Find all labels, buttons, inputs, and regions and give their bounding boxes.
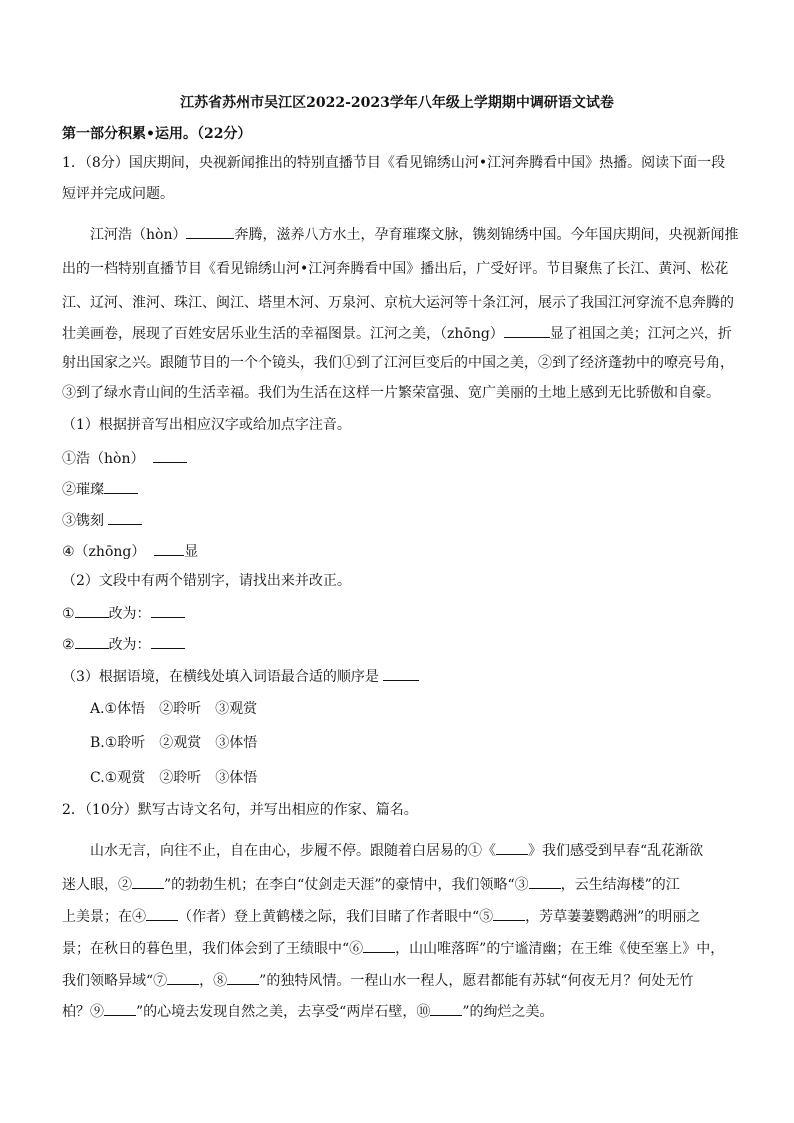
- item-label: ②: [62, 637, 75, 653]
- q2-line-2: [62, 874, 680, 895]
- exam-title: 江苏省苏州市吴江区2022-2023学年八年级上学期期中调研语文试卷: [180, 95, 614, 111]
- passage-text: 江河浩（hòn）: [90, 227, 187, 243]
- answer-blank[interactable]: [132, 874, 164, 889]
- q1-passage-line-5: 射出国家之兴。跟随节目的一个个镜头，我们①到了江河巨变后的中国之美，②到了经济蓬勃中的嘹亮号角，: [62, 355, 734, 371]
- answer-blank[interactable]: [108, 510, 142, 525]
- passage-text: 壮美画卷，展现了百姓安居乐业生活的幸福图景。江河之美，（zhōng）: [62, 326, 504, 342]
- passage-text: ”的独特风情。一程山水一程人，愿君都能有苏轼“何夜无月？何处无竹: [259, 973, 694, 989]
- answer-blank[interactable]: [496, 840, 528, 855]
- part-heading: 第一部分积累•运用。（22分）: [62, 126, 252, 142]
- q2-line-1: [90, 840, 703, 861]
- answer-blank[interactable]: [151, 634, 185, 649]
- q1-passage-line-6: ③到了绿水青山间的生活幸福。我们为生活在这样一片繁荣富强、宽广美丽的土地上感到无比骄傲和自豪。: [62, 385, 720, 401]
- option-b: B.①聆听 ②观赏 ③体悟: [90, 735, 258, 751]
- answer-blank[interactable]: [75, 634, 109, 649]
- q2-line-4: [62, 938, 724, 959]
- passage-text: ，⑧: [199, 973, 228, 989]
- passage-text: 》我们感受到早春“乱花渐欲: [528, 843, 704, 859]
- answer-blank[interactable]: [430, 1001, 462, 1016]
- passage-text: 我们领略异域“⑦: [62, 973, 168, 989]
- q2-line-3: [62, 906, 700, 927]
- option-a: A.①体悟 ②聆听 ③观赏: [90, 701, 258, 717]
- q2-line-5: [62, 970, 694, 991]
- item-label: ③镌刻: [62, 513, 104, 529]
- prompt-text: （3）根据语境，在横线处填入词语最合适的顺序是: [62, 669, 379, 685]
- q1-passage-line-4: [62, 323, 732, 344]
- answer-blank[interactable]: [146, 906, 178, 921]
- answer-blank[interactable]: [504, 323, 550, 338]
- answer-blank[interactable]: [383, 666, 419, 681]
- q1-sub2-prompt: （2）文段中有两个错别字，请找出来并改正。: [62, 573, 351, 589]
- item-label: ①浩（hòn）: [62, 451, 145, 467]
- q1-passage-line-2: 出的一档特别直播节目《看见锦绣山河•江河奔腾看中国》播出后，广受好评。节目聚焦了长江、黄河、松花: [62, 261, 729, 277]
- q1-intro-line-2: 短评并完成问题。: [62, 186, 174, 202]
- passage-text: ”的心境去发现自然之美，去享受“两岸石壁，⑩: [136, 1004, 431, 1020]
- passage-text: ，芳草萋萋鹦鹉洲”的明丽之: [525, 909, 701, 925]
- change-label: 改为：: [108, 637, 151, 653]
- q1-sub2-item-1: [62, 603, 185, 624]
- passage-text: 景；在秋日的暮色里，我们体会到了王绩眼中“⑥: [62, 941, 364, 957]
- q1-sub3-prompt: [62, 666, 419, 687]
- answer-blank[interactable]: [186, 224, 234, 239]
- answer-blank[interactable]: [153, 448, 187, 463]
- passage-text: 奔腾，滋养八方水土，孕育璀璨文脉，镌刻锦绣中国。今年国庆期间，央视新闻推: [234, 227, 739, 243]
- passage-text: 迷人眼，②: [62, 877, 132, 893]
- passage-text: ，云生结海楼”的江: [560, 877, 680, 893]
- q1-passage-line-1: [90, 224, 738, 245]
- passage-text: （作者）登上黄鹤楼之际，我们目睹了作者眼中“⑤: [178, 909, 494, 925]
- q1-passage-line-3: 江、辽河、淮河、珠江、闽江、塔里木河、万泉河、京杭大运河等十条江河，展示了我国江河穿流不息奔腾的: [62, 295, 734, 311]
- q1-sub1-item-2: [62, 479, 138, 500]
- passage-text: 山水无言，向往不止，自在由心，步履不停。跟随着白居易的①《: [90, 843, 496, 859]
- answer-blank[interactable]: [104, 1001, 136, 1016]
- answer-blank[interactable]: [493, 906, 525, 921]
- q1-intro-line-1: 1．（8分）国庆期间，央视新闻推出的特别直播节目《看见锦绣山河•江河奔腾看中国》热播。阅读下面一段: [62, 155, 726, 171]
- change-label: 改为：: [108, 606, 151, 622]
- answer-blank[interactable]: [104, 479, 138, 494]
- option-c: C.①观赏 ②聆听 ③体悟: [90, 770, 258, 786]
- answer-blank[interactable]: [529, 874, 561, 889]
- q1-sub1-item-3: [62, 510, 142, 531]
- q1-sub1-item-4: [62, 541, 198, 562]
- q1-sub2-item-2: [62, 634, 185, 655]
- passage-text: 上美景；在④: [62, 909, 146, 925]
- q1-sub1-item-1: [62, 448, 187, 469]
- answer-blank[interactable]: [167, 970, 199, 985]
- item-tail: 显: [184, 544, 199, 560]
- passage-text: 柏？⑨: [62, 1004, 104, 1020]
- q2-intro: 2．（10分）默写古诗文名句，并写出相应的作家、篇名。: [62, 802, 418, 818]
- passage-text: ”的勃勃生机；在李白“仗剑走天涯”的豪情中，我们领略“③: [164, 877, 529, 893]
- item-label: ②璀璨: [62, 482, 104, 498]
- answer-blank[interactable]: [154, 541, 184, 556]
- passage-text: ，山山唯落晖”的宁谧清幽；在王维《使至塞上》中，: [395, 941, 725, 957]
- q2-line-6: [62, 1001, 554, 1022]
- q1-sub1-prompt: （1）根据拼音写出相应汉字或给加点字注音。: [62, 417, 351, 433]
- item-label: ④（zhōng）: [62, 544, 146, 560]
- answer-blank[interactable]: [227, 970, 259, 985]
- answer-blank[interactable]: [151, 603, 185, 618]
- answer-blank[interactable]: [363, 938, 395, 953]
- item-label: ①: [62, 606, 75, 622]
- passage-text: 显了祖国之美；江河之兴，折: [549, 326, 732, 342]
- answer-blank[interactable]: [75, 603, 109, 618]
- passage-text: ”的绚烂之美。: [462, 1004, 554, 1020]
